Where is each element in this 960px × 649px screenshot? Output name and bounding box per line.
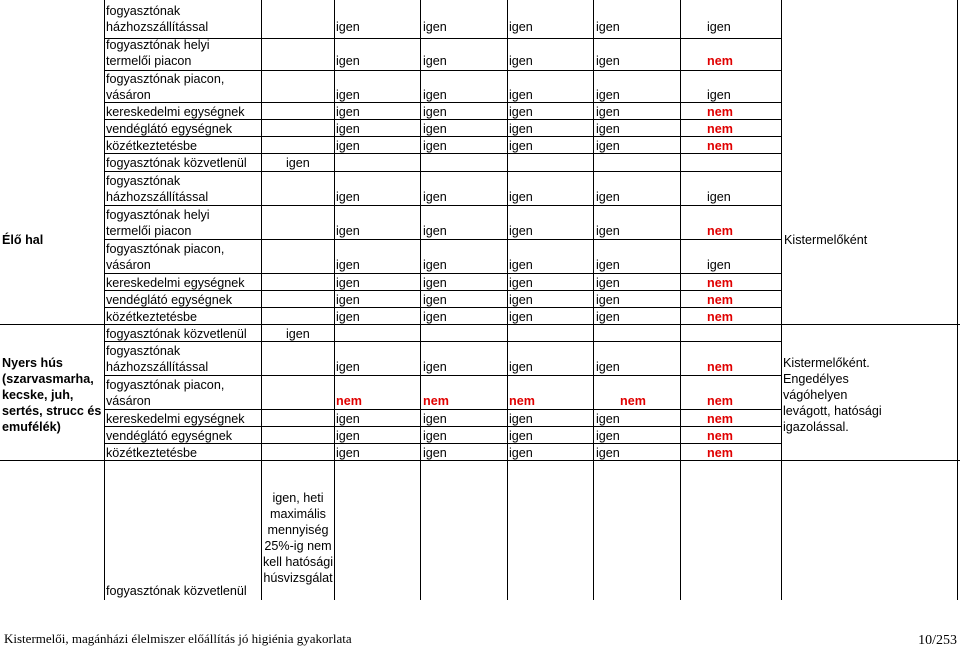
channel-label: fogyasztónak házhozszállítással [106,174,209,204]
value-nem: nem [423,394,449,408]
value-igen: igen [509,139,533,153]
category-elo-hal: Élő hal [2,233,44,247]
value-igen: igen [336,224,360,238]
value-nem: nem [707,293,733,307]
value-igen: igen [509,224,533,238]
category-nyers-hus: Nyers hús (szarvasmarha, kecske, juh, sertés, strucc és emufélék) [2,356,102,434]
channel-label: közétkeztetésbe [106,310,198,324]
value-igen: igen [423,310,447,324]
value-nem: nem [509,394,535,408]
channel-label: fogyasztónak közvetlenül [106,327,247,341]
value-igen: igen [423,446,447,460]
value-igen: igen [509,276,533,290]
value-igen: igen [596,54,620,68]
value-igen: igen [336,276,360,290]
value-igen: igen [423,360,447,374]
channel-label: vendéglátó egységnek [106,293,233,307]
value-igen: igen [423,190,447,204]
value-nem: nem [707,429,733,443]
channel-label: közétkeztetésbe [106,446,198,460]
channel-label: fogyasztónak házhozszállítással [106,4,209,34]
value-nem: nem [707,122,733,136]
value-igen: igen [509,429,533,443]
value-nem: nem [707,412,733,426]
value-igen: igen [707,88,731,102]
value-nem: nem [707,224,733,238]
value-igen: igen [336,293,360,307]
value-igen: igen [423,105,447,119]
value-igen: igen [336,446,360,460]
value-igen: igen [509,258,533,272]
value-igen: igen [336,360,360,374]
value-igen: igen [423,88,447,102]
value-igen: igen [509,360,533,374]
channel-label: fogyasztónak piacon, vásáron [106,72,225,102]
page-number: 10/253 [918,633,957,648]
value-igen: igen [336,139,360,153]
value-igen: igen [509,105,533,119]
value-igen: igen [596,360,620,374]
value-igen: igen [707,20,731,34]
value-igen: igen [336,310,360,324]
value-igen: igen [596,276,620,290]
channel-label: fogyasztónak közvetlenül [106,156,247,170]
value-igen: igen [596,429,620,443]
channel-label: vendéglátó egységnek [106,429,233,443]
value-igen: igen [596,139,620,153]
col-divider [507,0,508,600]
note-kistermelokent: Kistermelőként [784,233,868,247]
value-nem: nem [336,394,362,408]
value-igen: igen [596,88,620,102]
value-igen: igen [509,293,533,307]
channel-label: fogyasztónak helyi termelői piacon [106,38,210,68]
channel-label: vendéglátó egységnek [106,122,233,136]
value-nem: nem [707,310,733,324]
value-igen: igen [286,156,310,170]
value-nem: nem [707,276,733,290]
value-igen: igen [423,54,447,68]
value-igen: igen [509,190,533,204]
value-igen: igen [596,224,620,238]
channel-label: fogyasztónak helyi termelői piacon [106,208,210,238]
col-divider [420,0,421,600]
channel-label: fogyasztónak közvetlenül [106,584,247,598]
value-nem: nem [707,446,733,460]
value-nem: nem [707,54,733,68]
value-igen: igen [336,429,360,443]
value-igen: igen [509,122,533,136]
channel-label: közétkeztetésbe [106,139,198,153]
value-nem: nem [707,360,733,374]
value-igen: igen [509,446,533,460]
value-igen: igen [596,258,620,272]
value-igen: igen [509,20,533,34]
col-divider [957,0,958,600]
value-igen: igen [707,190,731,204]
channel-label: kereskedelmi egységnek [106,412,245,426]
value-igen: igen [596,20,620,34]
channel-label: kereskedelmi egységnek [106,276,245,290]
channel-label: fogyasztónak házhozszállítással [106,344,209,374]
value-igen: igen [286,327,310,341]
value-igen: igen [423,20,447,34]
value-igen: igen [596,310,620,324]
value-igen: igen [707,258,731,272]
value-igen: igen [423,412,447,426]
footer-title: Kistermelői, magánházi élelmiszer előállítás jó higiénia gyakorlata [4,631,352,646]
col-divider [334,0,335,600]
value-igen: igen [509,412,533,426]
value-igen: igen [596,412,620,426]
value-igen: igen [336,105,360,119]
value-igen: igen [423,293,447,307]
col-divider [104,0,105,600]
value-igen: igen [596,122,620,136]
value-igen: igen [423,276,447,290]
note-kistermelokent-engedelyes: Kistermelőként. Engedélyes vágóhelyen levágott, hatósági igazolással. [783,356,882,434]
value-igen: igen [596,105,620,119]
value-igen: igen [596,446,620,460]
col-divider [781,0,782,600]
value-igen: igen [336,258,360,272]
value-igen: igen [509,310,533,324]
value-igen: igen [336,88,360,102]
value-igen: igen [336,54,360,68]
value-nem: nem [707,394,733,408]
value-igen: igen [509,54,533,68]
value-igen: igen [423,429,447,443]
value-igen: igen [336,190,360,204]
value-igen: igen [596,190,620,204]
col-divider [593,0,594,600]
channel-label: kereskedelmi egységnek [106,105,245,119]
value-nem: nem [620,394,646,408]
value-heti-maximalis: igen, heti maximális mennyiség 25%-ig nem kell hatósági húsvizsgálat [262,491,333,585]
channel-label: fogyasztónak piacon, vásáron [106,378,225,408]
channel-label: fogyasztónak piacon, vásáron [106,242,225,272]
value-igen: igen [423,258,447,272]
value-igen: igen [423,122,447,136]
value-igen: igen [596,293,620,307]
value-igen: igen [336,20,360,34]
col-divider [680,0,681,600]
value-igen: igen [336,412,360,426]
value-igen: igen [336,122,360,136]
value-igen: igen [423,224,447,238]
value-igen: igen [509,88,533,102]
value-nem: nem [707,139,733,153]
value-igen: igen [423,139,447,153]
value-nem: nem [707,105,733,119]
